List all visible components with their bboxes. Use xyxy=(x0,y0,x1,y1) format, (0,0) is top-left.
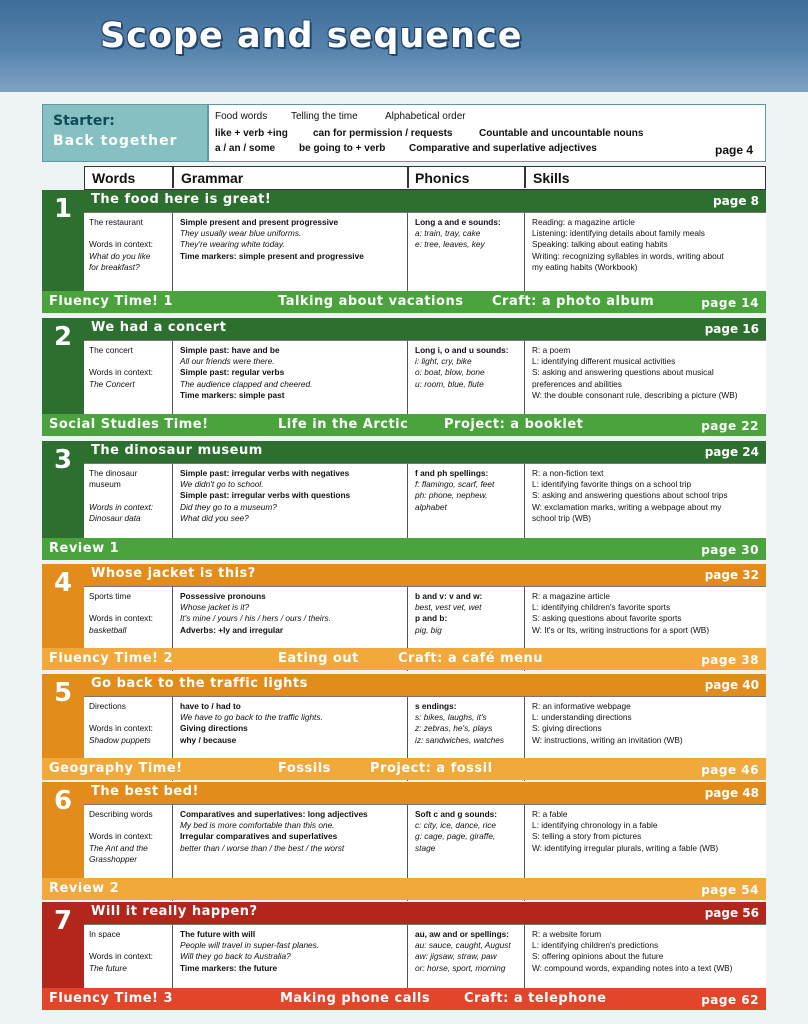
band-label: Social Studies Time! xyxy=(49,417,209,432)
phonics-line: a: train, tray, cake xyxy=(415,228,481,239)
unit-page: page 48 xyxy=(704,786,759,800)
band-page: page 22 xyxy=(701,419,759,433)
column-header-skills: Skills xyxy=(533,170,570,186)
words-line: Words in context: xyxy=(89,367,153,378)
band-activity: Craft: a photo album xyxy=(492,294,655,309)
words-line: Describing words xyxy=(89,809,153,819)
starter-item: Alphabetical order xyxy=(385,111,466,122)
unit-grammar-cell xyxy=(180,591,331,636)
skills-line: my eating habits (Workbook) xyxy=(532,261,638,272)
band-page: page 62 xyxy=(701,993,759,1007)
words-line: The Concert xyxy=(89,378,135,389)
unit-skills-cell xyxy=(532,591,709,636)
band-activity: Craft: a café menu xyxy=(398,651,543,666)
words-line: Words in context: xyxy=(89,613,153,624)
skills-line: L: identifying favorite things on a school trip xyxy=(532,479,692,490)
skills-line: W: It's or Its, writing instructions for a sport (WB) xyxy=(532,624,710,635)
starter-item: Food words xyxy=(215,111,268,122)
skills-line: S: offering opinions about the future xyxy=(532,951,664,962)
grammar-line: Possessive pronouns xyxy=(180,591,266,601)
section-band xyxy=(42,988,766,1010)
words-line: for breakfast? xyxy=(89,261,140,272)
phonics-line: best, vest vet, wet xyxy=(415,602,482,613)
starter-item: be going to + verb xyxy=(299,143,386,154)
grammar-line: It's mine / yours / his / hers / ours / theirs. xyxy=(180,613,331,624)
unit-words-cell xyxy=(89,929,153,974)
starter-tab xyxy=(42,104,208,162)
skills-line: L: identifying children's favorite sports xyxy=(532,602,671,613)
grammar-line: Giving directions xyxy=(180,723,248,734)
words-line: The concert xyxy=(89,345,133,355)
band-topic: Talking about vacations xyxy=(278,294,464,309)
unit-title: The best bed! xyxy=(91,784,199,799)
unit-skills-cell xyxy=(532,929,732,974)
unit-grammar-cell xyxy=(180,809,368,854)
unit-phonics-cell xyxy=(415,809,497,854)
column-header-phonics: Phonics xyxy=(415,170,470,186)
starter-label: Starter: xyxy=(53,113,115,129)
grammar-line: We have to go back to the traffic lights. xyxy=(180,712,323,723)
grammar-line: They're wearing white today. xyxy=(180,239,285,250)
words-line xyxy=(89,820,153,831)
words-line: Grasshopper xyxy=(89,853,137,864)
unit-phonics-cell xyxy=(415,345,509,390)
words-line: What do you like xyxy=(89,250,151,261)
band-label: Fluency Time! 1 xyxy=(49,294,174,309)
phonics-line: au, aw and or spellings: xyxy=(415,929,510,939)
skills-line: S: asking questions about favorite sports xyxy=(532,613,682,624)
words-line: Words in context: xyxy=(89,831,153,842)
unit-title: Whose jacket is this? xyxy=(91,566,256,581)
unit-words-cell xyxy=(89,809,153,865)
skills-line: W: compound words, expanding notes into a text (WB) xyxy=(532,962,733,973)
skills-line: Writing: recognizing syllables in words, writing about xyxy=(532,250,724,261)
grammar-line: They usually wear blue uniforms. xyxy=(180,228,302,239)
unit-grammar-cell xyxy=(180,701,323,746)
skills-line: R: an informative webpage xyxy=(532,701,631,711)
band-label: Review 2 xyxy=(49,881,120,896)
grammar-line: My bed is more comfortable than this one. xyxy=(180,820,335,831)
grammar-line: Irregular comparatives and superlatives xyxy=(180,831,338,842)
unit-words-cell xyxy=(89,345,153,390)
section-band xyxy=(42,648,766,670)
phonics-line: Long a and e sounds: xyxy=(415,217,501,227)
phonics-line: alphabet xyxy=(415,501,447,512)
skills-line: W: instructions, writing an invitation (WB) xyxy=(532,734,683,745)
unit-grammar-cell xyxy=(180,929,319,974)
words-line xyxy=(89,712,153,723)
unit-title-band xyxy=(84,902,766,924)
unit-number: 3 xyxy=(53,445,73,475)
unit-phonics-cell xyxy=(415,701,504,746)
skills-line: R: a non-fiction text xyxy=(532,468,604,478)
unit-title-band xyxy=(84,190,766,212)
grammar-line: The audience clapped and cheered. xyxy=(180,378,313,389)
band-page: page 46 xyxy=(701,763,759,777)
skills-line: L: identifying different musical activities xyxy=(532,356,676,367)
words-line: museum xyxy=(89,479,121,490)
words-line xyxy=(89,490,153,501)
band-topic: Life in the Arctic xyxy=(278,417,409,432)
words-line xyxy=(89,228,153,239)
grammar-line: Comparatives and superlatives: long adjectives xyxy=(180,809,368,819)
skills-line: W: the double consonant rule, describing a picture (WB) xyxy=(532,389,738,400)
column-divider xyxy=(172,167,174,188)
skills-line: school trip (WB) xyxy=(532,512,592,523)
band-activity: Project: a fossil xyxy=(370,761,493,776)
band-label: Fluency Time! 2 xyxy=(49,651,174,666)
unit-number: 4 xyxy=(53,568,73,598)
words-line xyxy=(89,602,153,613)
column-divider xyxy=(407,167,409,188)
band-label: Geography Time! xyxy=(49,761,183,776)
skills-line: S: giving directions xyxy=(532,723,602,734)
phonics-line: iz: sandwiches, watches xyxy=(415,734,505,745)
band-topic: Making phone calls xyxy=(280,991,431,1006)
unit-number: 5 xyxy=(53,678,73,708)
starter-item: Countable and uncountable nouns xyxy=(479,128,644,139)
unit-page: page 40 xyxy=(704,678,759,692)
skills-line: R: a website forum xyxy=(532,929,602,939)
unit-phonics-cell xyxy=(415,591,482,636)
section-band xyxy=(42,878,766,900)
words-line: Words in context: xyxy=(89,239,153,250)
phonics-line: stage xyxy=(415,842,436,853)
unit-skills-cell xyxy=(532,345,738,401)
band-page: page 30 xyxy=(701,543,759,557)
words-line: The future xyxy=(89,962,127,973)
skills-line: S: asking and answering questions about musical xyxy=(532,367,714,378)
starter-content xyxy=(208,104,766,162)
unit-page: page 32 xyxy=(704,568,759,582)
phonics-line: f and ph spellings: xyxy=(415,468,489,478)
unit-title-band xyxy=(84,674,766,696)
unit-skills-cell xyxy=(532,701,683,746)
words-line: Dinosaur data xyxy=(89,512,141,523)
starter-item: Telling the time xyxy=(291,111,358,122)
starter-item: can for permission / requests xyxy=(313,128,453,139)
phonics-line: f: flamingo, scarf, feet xyxy=(415,479,495,490)
unit-title-band xyxy=(84,441,766,463)
grammar-line: have to / had to xyxy=(180,701,241,711)
band-label: Fluency Time! 3 xyxy=(49,991,174,1006)
words-line: Words in context: xyxy=(89,501,154,512)
unit-words-cell xyxy=(89,468,153,524)
phonics-line: z: zebras, he's, plays xyxy=(415,723,493,734)
unit-grammar-cell xyxy=(180,345,312,401)
unit-skills-cell xyxy=(532,468,728,524)
phonics-line: c: city, ice, dance, rice xyxy=(415,820,496,831)
grammar-line: What did you see? xyxy=(180,512,249,523)
phonics-line: Soft c and g sounds: xyxy=(415,809,498,819)
page-title: Scope and sequence xyxy=(100,16,523,56)
starter-item: like + verb +ing xyxy=(215,128,288,139)
words-line: The restaurant xyxy=(89,217,143,227)
grammar-line: Did they go to a museum? xyxy=(180,501,277,512)
words-line: Words in context: xyxy=(89,723,153,734)
band-activity: Craft: a telephone xyxy=(464,991,607,1006)
phonics-line: e: tree, leaves, key xyxy=(415,239,485,250)
section-band xyxy=(42,291,766,313)
skills-line: S: telling a story from pictures xyxy=(532,831,642,842)
words-line xyxy=(89,356,153,367)
words-line: Directions xyxy=(89,701,126,711)
unit-words-cell xyxy=(89,701,153,746)
grammar-line: Time markers: the future xyxy=(180,962,278,973)
phonics-line: aw: jigsaw, straw, paw xyxy=(415,951,497,962)
grammar-line: Simple past: have and be xyxy=(180,345,280,355)
grammar-line: Simple present and present progressive xyxy=(180,217,339,227)
phonics-line: Long i, o and u sounds: xyxy=(415,345,509,355)
unit-grammar-cell xyxy=(180,217,364,262)
column-header-words: Words xyxy=(92,170,136,186)
unit-title: The food here is great! xyxy=(91,192,272,207)
unit-title-band xyxy=(84,782,766,804)
band-label: Review 1 xyxy=(49,541,120,556)
grammar-line: Simple past: irregular verbs with negatives xyxy=(180,468,350,478)
skills-line: R: a fable xyxy=(532,809,568,819)
unit-skills-cell xyxy=(532,217,724,273)
grammar-line: People will travel in super-fast planes. xyxy=(180,940,320,951)
unit-number: 1 xyxy=(53,194,73,224)
band-page: page 38 xyxy=(701,653,759,667)
unit-number: 2 xyxy=(53,322,73,352)
unit-words-cell xyxy=(89,591,153,636)
grammar-line: Adverbs: +ly and irregular xyxy=(180,624,284,635)
unit-page: page 8 xyxy=(713,194,759,208)
grammar-line: All our friends were there. xyxy=(180,356,275,367)
words-line: Words in context: xyxy=(89,951,153,962)
skills-line: L: understanding directions xyxy=(532,712,632,723)
band-topic: Eating out xyxy=(278,651,359,666)
phonics-line: o: boat, blow, bone xyxy=(415,367,485,378)
words-line: Shadow puppets xyxy=(89,734,151,745)
phonics-line: s: bikes, laughs, it's xyxy=(415,712,487,723)
skills-line: S: asking and answering questions about school trips xyxy=(532,490,728,501)
phonics-line: i: light, cry, bike xyxy=(415,356,472,367)
grammar-line: Time markers: simple past xyxy=(180,389,285,400)
band-page: page 54 xyxy=(701,883,759,897)
section-band xyxy=(42,538,766,560)
unit-page: page 56 xyxy=(704,906,759,920)
section-band xyxy=(42,414,766,436)
unit-words-cell xyxy=(89,217,153,273)
skills-line: W: exclamation marks, writing a webpage about my xyxy=(532,501,722,512)
unit-phonics-cell xyxy=(415,929,511,974)
page-header xyxy=(0,0,808,92)
unit-phonics-cell xyxy=(415,468,494,513)
skills-line: Reading: a magazine article xyxy=(532,217,635,227)
unit-title: The dinosaur museum xyxy=(91,443,263,458)
phonics-line: au: sauce, caught, August xyxy=(415,940,511,951)
unit-title-band xyxy=(84,564,766,586)
skills-line: R: a magazine article xyxy=(532,591,610,601)
column-header-grammar: Grammar xyxy=(181,170,244,186)
phonics-line: p and b: xyxy=(415,613,448,624)
grammar-line: We didn't go to school. xyxy=(180,479,264,490)
skills-line: R: a poem xyxy=(532,345,571,355)
unit-number: 6 xyxy=(53,786,73,816)
skills-line: preferences and abilities xyxy=(532,378,622,389)
skills-line: L: identifying children's predictions xyxy=(532,940,659,951)
starter-page: page 4 xyxy=(715,143,754,157)
words-line: In space xyxy=(89,929,121,939)
band-activity: Project: a booklet xyxy=(444,417,584,432)
column-headers xyxy=(84,166,766,190)
phonics-line: b and v: v and w: xyxy=(415,591,483,601)
words-line: The dinosaur xyxy=(89,468,138,478)
unit-number: 7 xyxy=(53,906,73,936)
starter-item: Comparative and superlative adjectives xyxy=(409,143,597,154)
words-line: The Ant and the xyxy=(89,842,148,853)
grammar-line: Will they go back to Australia? xyxy=(180,951,291,962)
unit-skills-cell xyxy=(532,809,718,854)
grammar-line: Simple past: irregular verbs with questions xyxy=(180,490,351,501)
words-line: basketball xyxy=(89,624,127,635)
phonics-line: or: horse, sport, morning xyxy=(415,962,506,973)
grammar-line: The future with will xyxy=(180,929,256,939)
phonics-line: u: room, blue, flute xyxy=(415,378,484,389)
starter-item: a / an / some xyxy=(215,143,276,154)
unit-title: Will it really happen? xyxy=(91,904,258,919)
unit-page: page 16 xyxy=(704,322,759,336)
skills-line: L: identifying chronology in a fable xyxy=(532,820,658,831)
unit-grammar-cell xyxy=(180,468,350,524)
phonics-line: ph: phone, nephew, xyxy=(415,490,488,501)
phonics-line: s endings: xyxy=(415,701,457,711)
grammar-line: Whose jacket is it? xyxy=(180,602,250,613)
unit-title: We had a concert xyxy=(91,320,227,335)
grammar-line: why / because xyxy=(180,734,237,745)
unit-phonics-cell xyxy=(415,217,501,251)
band-topic: Fossils xyxy=(278,761,331,776)
band-page: page 14 xyxy=(701,296,759,310)
skills-line: Speaking: talking about eating habits xyxy=(532,239,668,250)
words-line: Sports time xyxy=(89,591,131,601)
grammar-line: better than / worse than / the best / the worst xyxy=(180,842,345,853)
phonics-line: pig, big xyxy=(415,624,442,635)
unit-title: Go back to the traffic lights xyxy=(91,676,308,691)
unit-page: page 24 xyxy=(704,445,759,459)
phonics-line: g: cage, page, giraffe, xyxy=(415,831,496,842)
skills-line: Listening: identifying details about family meals xyxy=(532,228,705,239)
section-band xyxy=(42,758,766,780)
column-divider xyxy=(524,167,526,188)
unit-title-band xyxy=(84,318,766,340)
starter-title: Back together xyxy=(53,133,178,149)
skills-line: W: identifying irregular plurals, writing a fable (WB) xyxy=(532,842,719,853)
grammar-line: Simple past: regular verbs xyxy=(180,367,285,378)
words-line xyxy=(89,940,153,951)
grammar-line: Time markers: simple present and progressive xyxy=(180,250,364,261)
